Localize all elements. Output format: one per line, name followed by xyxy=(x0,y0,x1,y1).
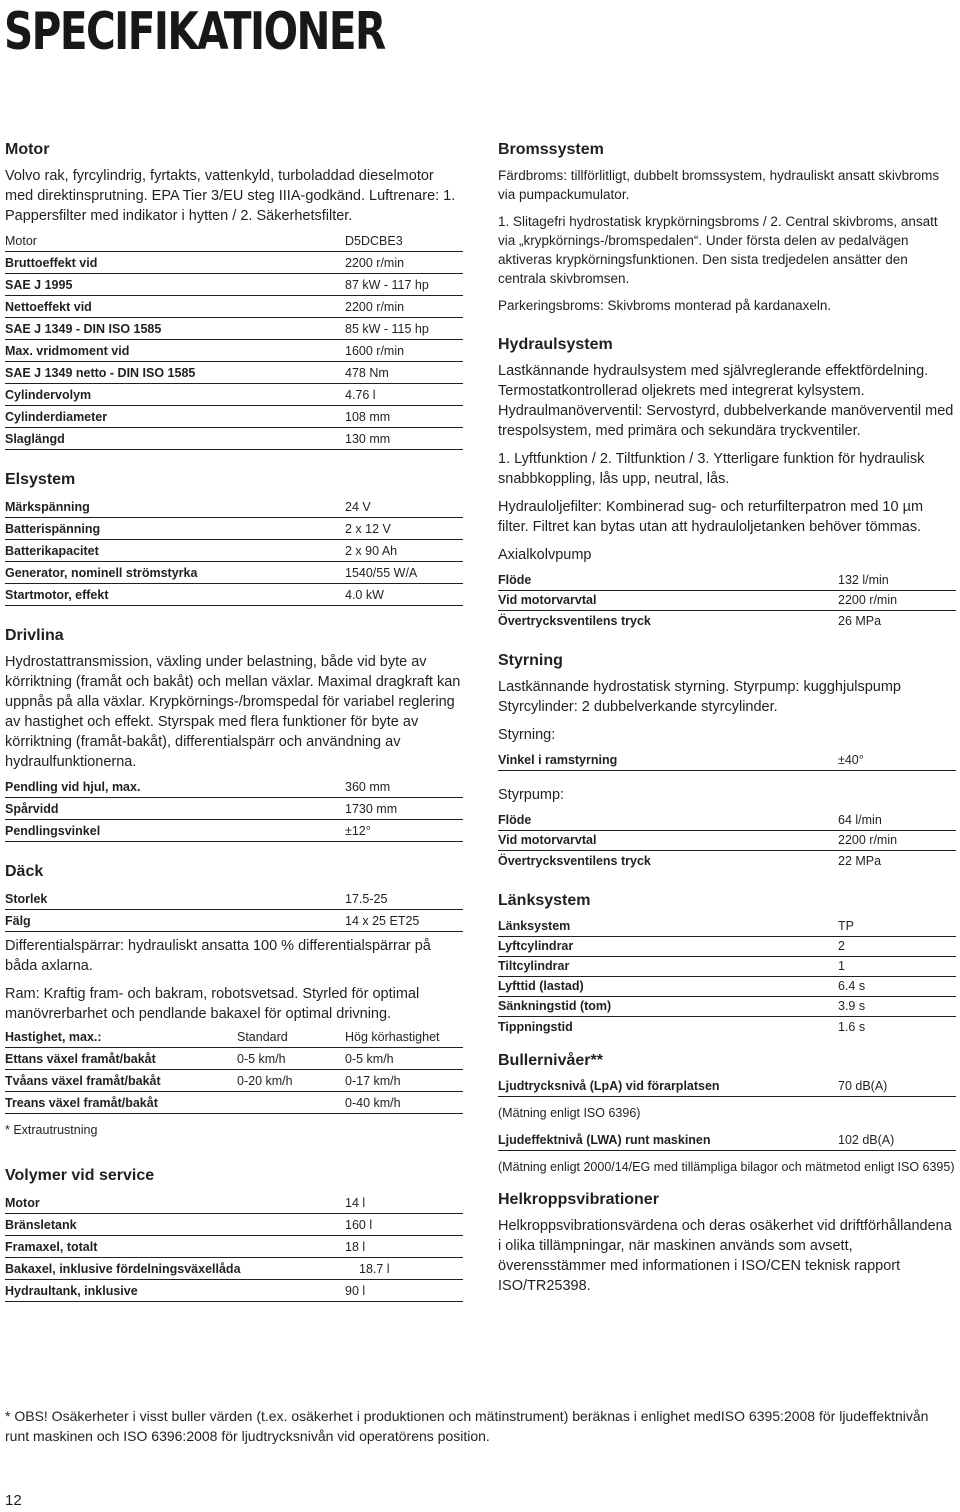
volymer-section xyxy=(5,1166,463,1302)
dack-section xyxy=(5,862,463,1140)
extrautrustning-note: * Extrautrustning xyxy=(5,1123,98,1137)
drivlina-heading: Drivlina xyxy=(5,627,64,644)
hydraul-text-3: Hydrauloljefilter: Kombinerad sug- och returfilterpatron med 10 µm filter. Filtret kan bytas utan att hydrauloljetanken behöver tömmas. xyxy=(498,499,924,535)
page-footnote: * OBS! Osäkerheter i visst buller värden (t.ex. osäkerhet i produktionen och mätinstrument) beräknas i enlighet medISO 6395:2008 för ljudeffektnivån runt maskinen och ISO 6396:2008 för ljudtrycksnivån vid operatörens position. xyxy=(5,1408,929,1444)
table-row: Vid motorvarvtal 2200 r/min xyxy=(498,831,956,851)
styrning-spec-table xyxy=(498,751,956,771)
styrpump-subheading: Styrpump: xyxy=(498,787,565,803)
styrpump-spec-table xyxy=(498,811,956,871)
table-row: Motor D5DCBE3 xyxy=(5,230,463,252)
table-row: Tippningstid 1.6 s xyxy=(498,1020,866,1034)
vibr-section xyxy=(498,1190,956,1296)
table-row: Vinkel i ramstyrning ±40° xyxy=(498,751,956,771)
elsystem-heading: Elsystem xyxy=(5,471,76,488)
table-row: Lyftcylindrar 2 xyxy=(498,937,956,957)
broms-section xyxy=(498,140,956,315)
table-row: Övertrycksventilens tryck 26 MPa xyxy=(498,614,882,628)
elsystem-section xyxy=(5,470,463,606)
buller-heading: Bullernivåer** xyxy=(498,1052,603,1069)
table-row: Flöde 132 l/min xyxy=(498,571,956,591)
table-row: Ettans växel framåt/bakåt 0-5 km/h 0-5 km/h xyxy=(5,1048,463,1070)
table-row: SAE J 1349 netto - DIN ISO 1585 478 Nm xyxy=(5,362,463,384)
table-row: Fälg 14 x 25 ET25 xyxy=(5,910,463,932)
table-row: Storlek 17.5-25 xyxy=(5,888,463,910)
hydraul-text-1: Lastkännande hydraulsystem med självreglerande effektfördelning. Termostatkontrollerad oljekrets med integrerat kylsystem. Hydraulmanöverventil: Servostyrd, dubbelverkande manöverventil med trespolsystem, med primära och sekundära tryckventiler. xyxy=(498,363,954,439)
motor-section xyxy=(5,140,463,450)
table-row: Bakaxel, inklusive fördelningsväxellåda 18.7 l xyxy=(5,1258,463,1280)
broms-text-2: 1. Slitagefri hydrostatisk krypkörningsbroms / 2. Central skivbroms, ansatt via „krypkörnings-/bromspedalen“. Under första delen av pedalvägen aktiveras krypkörningsfunktionen. Den sista tredjedelen ansätter den centrala skivbromsen. xyxy=(498,214,938,286)
broms-heading: Bromssystem xyxy=(498,141,604,158)
table-row: Övertrycksventilens tryck 22 MPa xyxy=(498,854,882,868)
hydraul-heading: Hydraulsystem xyxy=(498,336,613,353)
elsystem-spec-table xyxy=(5,496,463,606)
table-row: SAE J 1995 87 kW - 117 hp xyxy=(5,274,463,296)
table-row: Ljudeffektnivå (LWA) runt maskinen 102 dB(A) xyxy=(498,1131,956,1151)
table-row: Framaxel, totalt 18 l xyxy=(5,1236,463,1258)
table-row: Pendlingsvinkel ±12° xyxy=(5,820,463,842)
table-row: Bränsletank 160 l xyxy=(5,1214,463,1236)
speed-table xyxy=(5,1026,463,1114)
dack-ram-text: Ram: Kraftig fram- och bakram, robotsvetsad. Styrled för optimal manövrerbarhet och pendlande bakaxel för optimal drivning. xyxy=(5,986,420,1022)
right-column xyxy=(498,140,956,1316)
page-number: 12 xyxy=(5,1492,22,1509)
broms-text-3: Parkeringsbroms: Skivbroms monterad på kardanaxeln. xyxy=(498,298,832,313)
drivlina-spec-table xyxy=(5,776,463,842)
volymer-spec-table xyxy=(5,1192,463,1302)
table-row: SAE J 1349 - DIN ISO 1585 85 kW - 115 hp xyxy=(5,318,463,340)
hydraul-text-2: 1. Lyftfunktion / 2. Tiltfunktion / 3. Ytterligare funktion för hydraulisk snabbkoppling, lås upp, neutral, lås. xyxy=(498,451,925,487)
table-row: Tiltcylindrar 1 xyxy=(498,957,956,977)
table-row: Hydraultank, inklusive 90 l xyxy=(5,1280,463,1302)
table-row: Treans växel framåt/bakåt 0-40 km/h xyxy=(5,1092,463,1114)
table-row: Motor 14 l xyxy=(5,1192,463,1214)
styrning-heading: Styrning xyxy=(498,652,563,669)
vibr-heading: Helkroppsvibrationer xyxy=(498,1191,659,1208)
lank-heading: Länksystem xyxy=(498,892,591,909)
dack-spec-table xyxy=(5,888,463,932)
motor-description: Volvo rak, fyrcylindrig, fyrtakts, vattenkyld, turboladdad dieselmotor med direktinsprutning. EPA Tier 3/EU steg IIIA-godkänd. Luftrenare: 1. Pappersfilter med indikator i hytten / 2. Säkerhetsfilter. xyxy=(5,168,456,224)
table-row: Nettoeffekt vid 2200 r/min xyxy=(5,296,463,318)
buller-section xyxy=(498,1051,956,1178)
table-row: Batterikapacitet 2 x 90 Ah xyxy=(5,540,463,562)
table-row: Ljudtrycksnivå (LpA) vid förarplatsen 70 dB(A) xyxy=(498,1077,956,1097)
drivlina-section xyxy=(5,626,463,842)
table-row: Pendling vid hjul, max. 360 mm xyxy=(5,776,463,798)
buller-spec-table xyxy=(498,1077,956,1097)
dack-heading: Däck xyxy=(5,863,44,880)
table-row: Flöde 64 l/min xyxy=(498,811,956,831)
table-row: Bruttoeffekt vid 2200 r/min xyxy=(5,252,463,274)
table-row: Generator, nominell strömstyrka 1540/55 W/A xyxy=(5,562,463,584)
table-row: Spårvidd 1730 mm xyxy=(5,798,463,820)
table-row: Cylindervolym 4.76 l xyxy=(5,384,463,406)
table-row: Slaglängd 130 mm xyxy=(5,428,463,450)
hydraul-spec-table xyxy=(498,571,956,631)
speed-table-header: Hastighet, max.: Standard Hög körhastighet xyxy=(5,1026,463,1048)
drivlina-description: Hydrostattransmission, växling under belastning, både vid byte av körriktning (framåt och bakåt) och mellan växlar. Maximal dragkraft kan uppnås på alla växlar. Krypkörnings-/bromspedal för variabel reglering av hastighet och effekt. Styrspak med flera funktioner för byte av körriktning (framåt-bakåt), differentialspärr och användning av hydraulfunktionerna. xyxy=(5,654,461,770)
motor-heading: Motor xyxy=(5,141,50,158)
styrning-subheading: Styrning: xyxy=(498,727,556,743)
buller-spec-table-2 xyxy=(498,1131,956,1151)
table-row: Länksystem TP xyxy=(498,917,956,937)
page-title: SPECIFIKATIONER xyxy=(4,2,385,62)
table-row: Vid motorvarvtal 2200 r/min xyxy=(498,591,956,611)
volymer-heading: Volymer vid service xyxy=(5,1167,155,1184)
table-row: Max. vridmoment vid 1600 r/min xyxy=(5,340,463,362)
table-row: Cylinderdiameter 108 mm xyxy=(5,406,463,428)
hydraul-section xyxy=(498,335,956,631)
left-column xyxy=(5,140,463,1322)
table-row: Startmotor, effekt 4.0 kW xyxy=(5,584,463,606)
styrning-section xyxy=(498,651,956,871)
table-row: Lyfttid (lastad) 6.4 s xyxy=(498,977,956,997)
lank-spec-table xyxy=(498,917,956,1037)
table-row: Batterispänning 2 x 12 V xyxy=(5,518,463,540)
buller-note-1: (Mätning enligt ISO 6396) xyxy=(498,1106,641,1120)
styrning-text: Lastkännande hydrostatisk styrning. Styrpump: kugghjulspump Styrcylinder: 2 dubbelverkande styrcylinder. xyxy=(498,679,901,715)
table-row: Märkspänning 24 V xyxy=(5,496,463,518)
broms-text-1: Färdbroms: tillförlitligt, dubbelt bromssystem, hydrauliskt ansatt skivbroms via pumpackumulator. xyxy=(498,168,940,202)
lank-section xyxy=(498,891,956,1037)
motor-spec-table xyxy=(5,230,463,450)
table-row: Tvåans växel framåt/bakåt 0-20 km/h 0-17 km/h xyxy=(5,1070,463,1092)
axialkolvpump-subheading: Axialkolvpump xyxy=(498,547,592,563)
buller-note-2: (Mätning enligt 2000/14/EG med tillämpliga bilagor och mätmetod enligt ISO 6395) xyxy=(498,1160,955,1174)
dack-differential-text: Differentialspärrar: hydrauliskt ansatta 100 % differentialspärrar på båda axlarna. xyxy=(5,938,431,974)
table-row: Sänkningstid (tom) 3.9 s xyxy=(498,997,956,1017)
vibr-text: Helkroppsvibrationsvärdena och deras osäkerhet vid driftförhållandena i olika tillämpningar, när maskinen används som avsett, överensstämmer med informationen i ISO/CEN teknisk rapport ISO/TR25398. xyxy=(498,1218,952,1294)
